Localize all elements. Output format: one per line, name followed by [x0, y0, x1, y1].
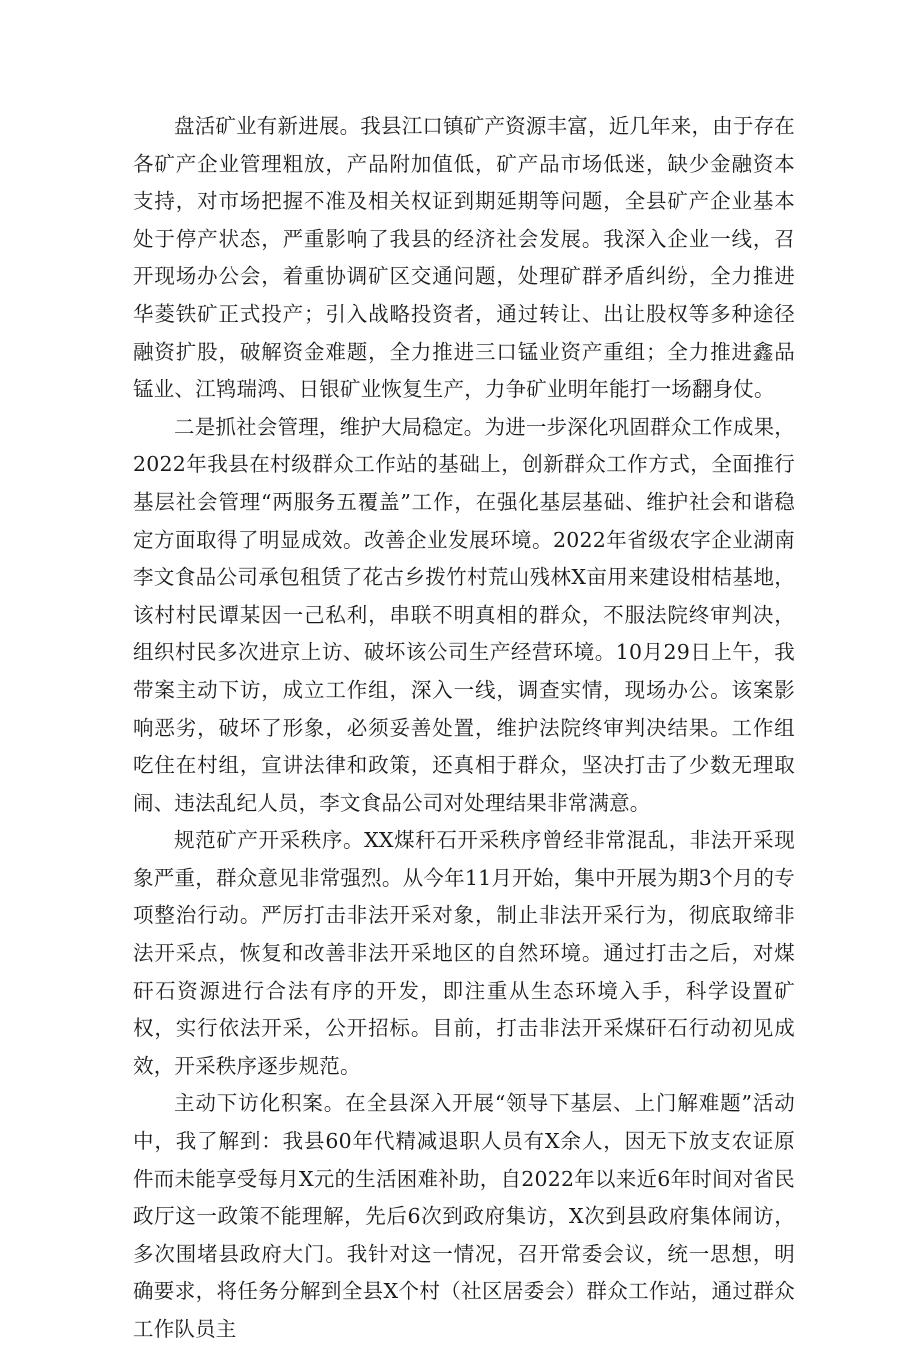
paragraph-mining-order: 规范矿产开采秩序。XX煤秆石开采秩序曾经非常混乱，非法开采现象严重，群众意见非常强烈。从今年11月开始，集中开展为期3个月的专项整治行动。严厉打击非法开采对象，制止非法开采行为，彻底取缔非法开采点，恢复和改善非法开采地区的自然环境。通过打击之后，对煤矸石资源进行合法有序的开发，即注重从生态环境入手，科学设置矿权，实行依法开采，公开招标。目前，打击非法开采煤矸石行动初见成效，开采秩序逐步规范。 [133, 828, 795, 1078]
document-body [133, 108, 795, 1349]
paragraph-mining-revival: 盘活矿业有新进展。我县江口镇矿产资源丰富，近几年来，由于存在各矿产企业管理粗放，产品附加值低，矿产品市场低迷，缺少金融资本支持，对市场把握不准及相关权证到期延期等问题，全县矿产企业基本处于停产状态，严重影响了我县的经济社会发展。我深入企业一线，召开现场办公会，着重协调矿区交通问题，处理矿群矛盾纠纷，全力推进华菱铁矿正式投产；引入战略投资者，通过转让、出让股权等多种途径融资扩股，破解资金难题，全力推进三口锰业资产重组；全力推进鑫品锰业、江鸨瑞鸿、日银矿业恢复生产，力争矿业明年能打一场翻身仗。 [133, 114, 795, 402]
paragraph-petition-cases: 主动下访化积案。在全县深入开展“领导下基层、上门解难题”活动中，我了解到：我县60年代精减退职人员有X余人，因无下放支农证原件而未能享受每月X元的生活困难补助，自2022年以来近6年时间对省民政厅这一政策不能理解，先后6次到政府集访，X次到县政府集体闹访，多次围堵县政府大门。我针对这一情况，召开常委会议，统一思想，明确要求，将任务分解到全县X个村（社区居委会）群众工作站，通过群众工作队员主 [133, 1091, 795, 1341]
paragraph-social-management: 二是抓社会管理，维护大局稳定。为进一步深化巩固群众工作成果，2022年我县在村级群众工作站的基础上，创新群众工作方式，全面推行基层社会管理“两服务五覆盖”工作，在强化基层基础、维护社会和谐稳定方面取得了明显成效。改善企业发展环境。2022年省级农字企业湖南李文食品公司承包租赁了花古乡拨竹村荒山残林X亩用来建设柑桔基地，该村村民谭某因一己私利，串联不明真相的群众，不服法院终审判决，组织村民多次进京上访、破坏该公司生产经营环境。10月29日上午，我带案主动下访，成立工作组，深入一线，调查实情，现场办公。该案影响恶劣，破坏了形象，必须妥善处置，维护法院终审判决结果。工作组吃住在村组，宣讲法律和政策，还真相于群众，坚决打击了少数无理取闹、违法乱纪人员，李文食品公司对处理结果非常满意。 [133, 414, 795, 815]
